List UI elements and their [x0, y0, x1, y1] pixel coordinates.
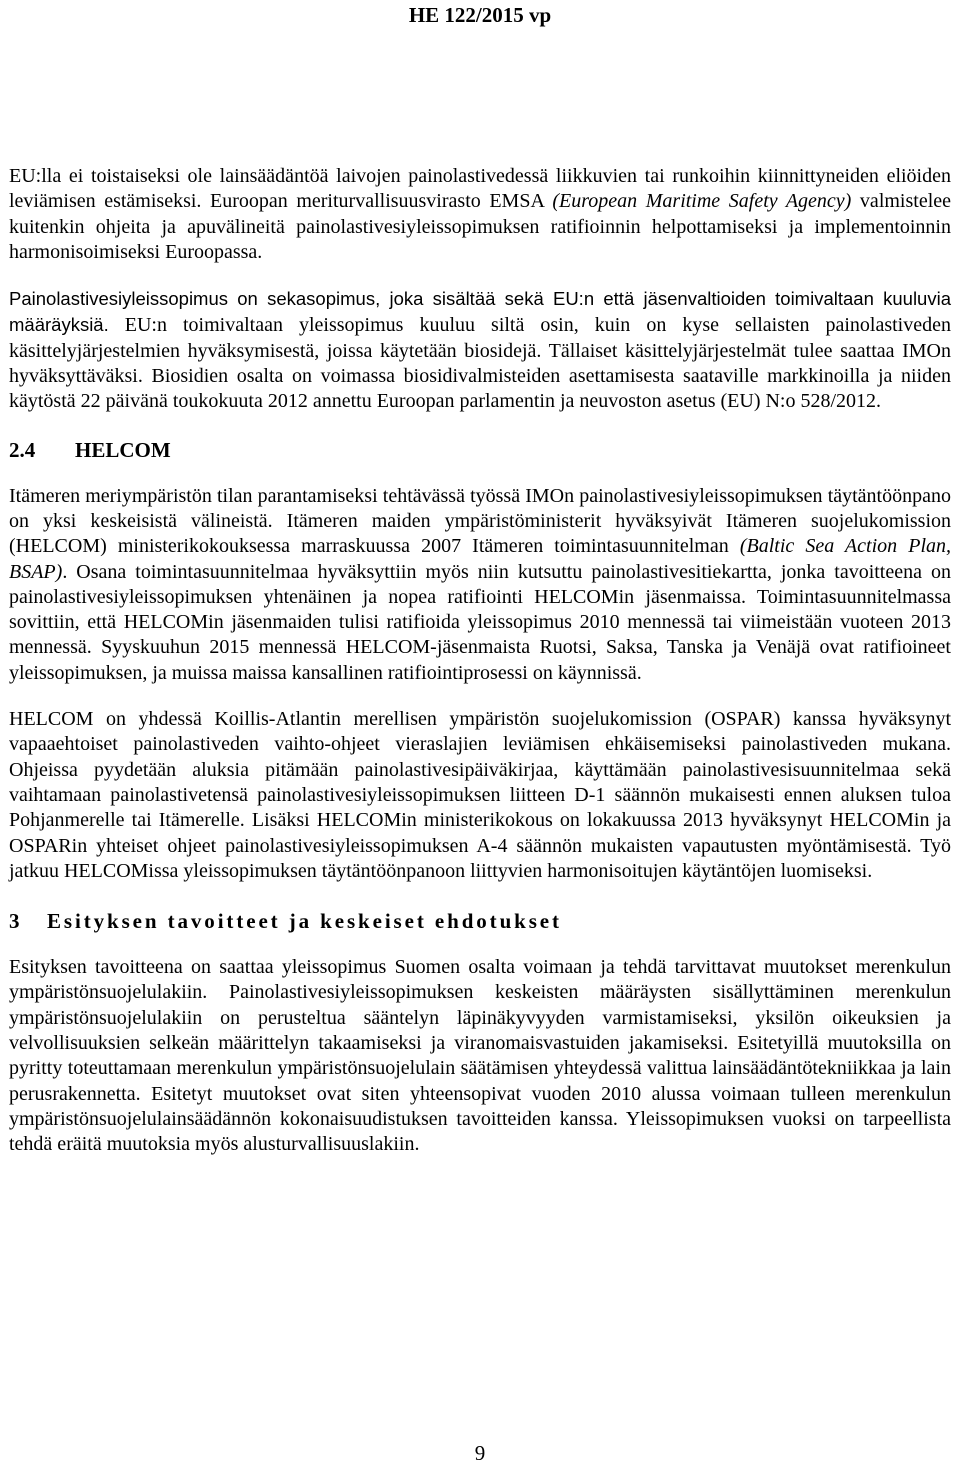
page-header: HE 122/2015 vp [408, 3, 552, 27]
paragraph-text: EU:n toimivaltaan yleissopimus kuuluu siltä osin, kuin on kyse sellaisten painolastiveden käsittelyjärjestelmien hyväksymisestä, joissa käytetään biosidejä. Tällaiset käsittelyjärjestelmät tulee saattaa IMOn hyväksyttäväksi. Biosidien osalta on voimassa biosidivalmisteiden asettamisesta saataville markkinoilla ja niiden käytöstä 22 päivänä toukokuuta 2012 annettu Euroopan parlamentin ja neuvoston asetus (EU) N:o 528/2012. [9, 314, 951, 413]
paragraph-text: Itämeren meriympäristön tilan parantamiseksi tehtävässä työssä IMOn painolastivesiyleissopimuksen täytäntöönpano on yksi keskeisistä välineistä. Itämeren maiden ympäristöministerit hyväksyivät Itämeren suojelukomission (HELCOM) ministerikokouksessa marraskuussa 2007 Itämeren toimintasuunnitelman [9, 484, 951, 558]
bsap-name-italic: (Baltic Sea Action Plan, BSAP) [9, 535, 951, 583]
chapter-heading-3 [9, 908, 951, 934]
paragraph-eu-legislation [9, 164, 951, 265]
chapter-title: Esityksen tavoitteet ja keskeiset ehdotukset [47, 909, 562, 934]
paragraph-helcom-ospar: HELCOM on yhdessä Koillis-Atlantin merellisen ympäristön suojelukomission (OSPAR) kanssa hyväksynyt vapaaehtoiset painolastiveden vaihto-ohjeet vieraslajien leviämisen ehkäisemiseksi painolastiveden mukana. Ohjeissa pyydetään aluksia pitämään painolastivesipäiväkirjaa, käyttämään painolastivesisuunnitelmaa sekä vaihtamaan painolastivetensä painolastivesiyleissopimuksen liitteen D-1 säännön mukaisesti ennen aluksen tuloa Pohjanmerelle tai Itämerelle. Lisäksi HELCOMin ministerikokous on lokakuussa 2013 hyväksynyt HELCOMin ja OSPARin yhteiset ohjeet painolastivesiyleissopimuksen A-4 säännön mukaisten vapautusten myöntämisestä. Työ jatkuu HELCOMissa yleissopimuksen täytäntöönpanoon liittyvien harmonisoitujen käytäntöjen luomiseksi. [9, 708, 951, 882]
paragraph-text: EU:lla ei toistaiseksi ole lainsäädäntöä laivojen painolastivedessä liikkuvien tai runkoihin kiinnittyneiden eliöiden leviämisen estämiseksi. Euroopan meriturvallisuusvirasto EMSA [9, 165, 951, 213]
section-heading-2-4 [9, 437, 951, 463]
page-content [9, 164, 951, 1158]
paragraph-text-sans: Painolastivesiyleissopimus on sekasopimus, joka sisältää sekä EU:n että jäsenvaltioiden toimivaltaan kuuluvia määräyksiä. [9, 288, 951, 336]
paragraph-text: . Osana toimintasuunnitelmaa hyväksyttiin myös niin kutsuttu painolastivesitiekartta, jonka tavoitteena on painolastivesiyleissopimuksen yhtenäinen ja nopea ratifiointi HELCOMin jäsenmaissa. Toimintasuunnitelmassa sovittiin, että HELCOMin jäsenmaiden tulisi ratifioida yleissopimus 2010 mennessä tai viimeistään vuoteen 2013 mennessä. Syyskuuhun 2015 mennessä HELCOM-jäsenmaista Ruotsi, Saksa, Tanska ja Venäjä ovat ratifioineet yleissopimuksen, ja muissa maissa kansallinen ratifiointiprosessi on käynnissä. [9, 560, 951, 684]
section-title: HELCOM [75, 437, 171, 462]
agency-name-italic: (European Maritime Safety Agency) [552, 190, 852, 213]
page-number: 9 [474, 1441, 486, 1465]
paragraph-helcom-action-plan [9, 484, 951, 686]
section-number: 2.4 [9, 437, 36, 462]
paragraph-mixed-agreement [9, 286, 951, 414]
chapter-number: 3 [9, 909, 20, 934]
paragraph-proposal-goals: Esityksen tavoitteena on saattaa yleissopimus Suomen osalta voimaan ja tehdä tarvittavat muutokset merenkulun ympäristönsuojelulakiin. Painolastivesiyleissopimuksen keskeisten määräysten sisällyttäminen merenkulun ympäristönsuojelulakiin on perusteltua sääntelyn läpinäkyvyyden varmistamiseksi, yksilön oikeuksien ja velvollisuuksien selkeän määrittelyn takaamiseksi ja viranomaisvastuiden jakamiseksi. Esitetyillä muutoksilla on pyritty toteuttamaan merenkulun ympäristönsuojelulain säätämisen yhteydessä valittua lainsäädäntötekniikkaa ja lain perusrakennetta. Esitetyt muutokset ovat siten yhteensopivat vuoden 2010 alussa voimaan tulleen merenkulun ympäristönsuojelulainsäädännön kokonaisuudistuksen tavoitteiden kanssa. Yleissopimuksen vuoksi on tarpeellista tehdä eräitä muutoksia myös alusturvallisuuslakiin. [9, 956, 951, 1156]
paragraph-text: valmistelee kuitenkin ohjeita ja apuvälineitä painolastivesiyleissopimuksen ratifioinnin helpottamiseksi ja implementoinnin harmonisoimiseksi Euroopassa. [9, 190, 952, 263]
